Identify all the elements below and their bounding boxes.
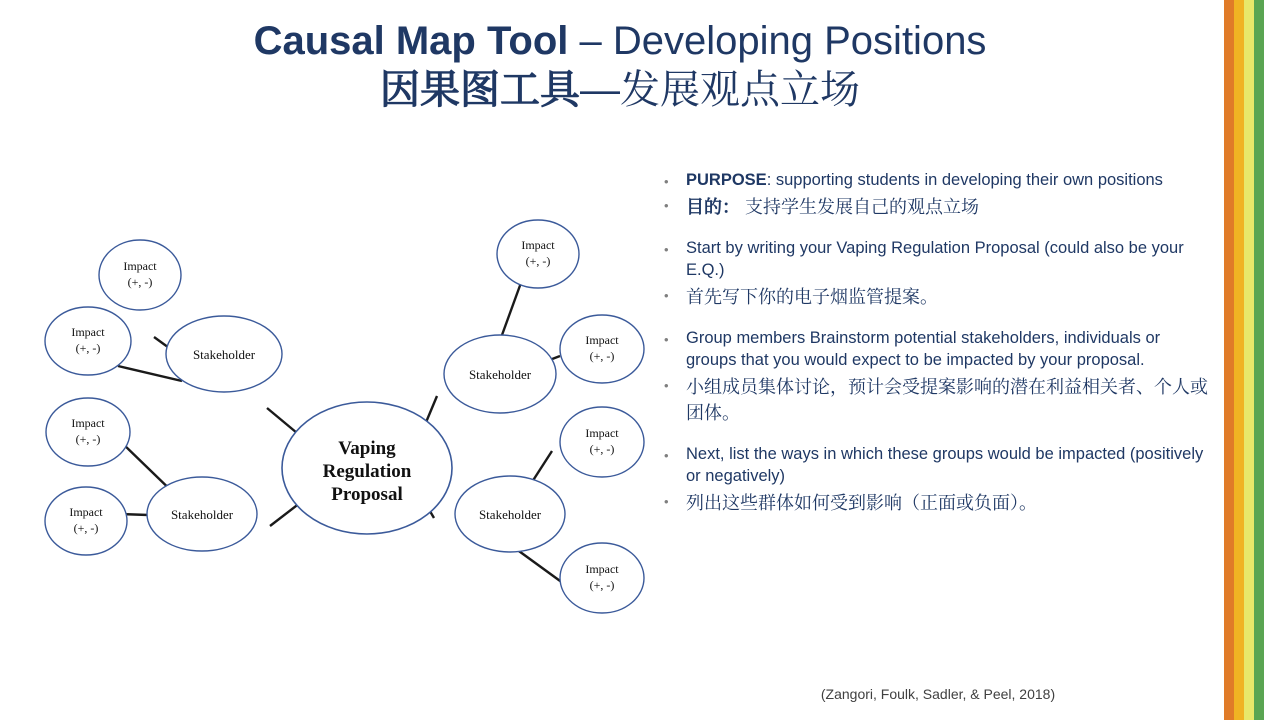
bullet-body: 小组成员集体讨论，预计会受提案影响的潜在利益相关者、个人或团体。 [686, 376, 1208, 423]
bullet-list [664, 170, 1212, 518]
bullet-marker: • [664, 242, 669, 258]
impact-node-7 [560, 407, 644, 477]
title-cn-strong-text: 因果图工具 [380, 68, 580, 113]
bullet-body: : supporting students in developing their own positions [766, 171, 1163, 189]
bullet-brainstorm-cn [664, 374, 1212, 426]
title-cn-rest-text: —发展观点立场 [580, 68, 860, 113]
impact-node-8 [560, 543, 644, 613]
bullet-marker: • [664, 377, 669, 393]
impact-label-line2: (+, -) [525, 254, 551, 268]
title-line-2 [60, 67, 1180, 114]
bullet-marker: • [664, 332, 669, 347]
bullet-next-en [664, 444, 1212, 488]
impact-label-line2: (+, -) [75, 341, 101, 355]
bullet-marker: • [664, 493, 669, 509]
impact-label-line2: (+, -) [589, 349, 615, 363]
stakeholder-node-upper-right [444, 335, 556, 413]
stakeholder-label: Stakeholder [192, 347, 256, 362]
impact-label-line1: Impact [585, 426, 619, 440]
impact-node-3 [46, 398, 130, 466]
bullet-next-cn [664, 490, 1212, 516]
impact-node-1 [99, 240, 181, 310]
impact-node-6 [560, 315, 644, 383]
bullet-marker: • [664, 174, 669, 189]
bullet-marker: • [664, 287, 669, 303]
bullet-marker: • [664, 448, 669, 464]
impact-label-line1: Impact [71, 416, 105, 430]
bullet-start-en [664, 238, 1212, 282]
citation-text: (Zangori, Foulk, Sadler, & Peel, 2018) [820, 686, 1056, 702]
impact-label-line1: Impact [521, 238, 555, 252]
bullet-lead: 目的： [686, 196, 740, 217]
impact-node-5 [497, 220, 579, 288]
stripe-amber [1234, 0, 1244, 720]
impact-label-line2: (+, -) [589, 442, 615, 456]
slide-title [60, 18, 1180, 114]
stakeholder-label: Stakeholder [478, 507, 542, 522]
title-rest-text: – Developing Positions [568, 19, 987, 63]
center-label-line2: Regulation [322, 461, 412, 482]
impact-label-line1: Impact [123, 259, 157, 273]
stripe-green [1254, 0, 1264, 720]
stakeholder-node-lower-right [455, 476, 565, 552]
impact-label-line1: Impact [585, 562, 619, 576]
impact-label-line1: Impact [585, 333, 619, 347]
bullet-marker: • [664, 197, 669, 213]
bullet-text [686, 194, 1212, 220]
stripe-yellow [1244, 0, 1254, 720]
impact-label-line2: (+, -) [75, 432, 101, 446]
stakeholder-node-upper-left [166, 316, 282, 392]
impact-label-line1: Impact [71, 325, 105, 339]
causal-map-diagram [22, 196, 662, 646]
stripe-white-margin [1264, 0, 1280, 720]
bullet-text [686, 170, 1212, 192]
title-line-1 [60, 18, 1180, 65]
bullet-body: Group members Brainstorm potential stakeholders, individuals or groups that you would expect to be impacted by your proposal. [686, 329, 1161, 369]
bullet-body: 首先写下你的电子烟监管提案。 [686, 286, 938, 307]
title-strong-text: Causal Map Tool [253, 19, 569, 63]
impact-label-line2: (+, -) [73, 521, 99, 535]
stakeholder-node-lower-left [147, 477, 257, 551]
impact-label-line2: (+, -) [589, 578, 615, 592]
bullet-lead: PURPOSE [686, 171, 767, 189]
bullet-body: 列出这些群体如何受到影响（正面或负面）。 [686, 492, 1037, 513]
impact-label-line1: Impact [69, 505, 103, 519]
bullet-body: 支持学生发展自己的观点立场 [740, 196, 979, 217]
stakeholder-label: Stakeholder [468, 367, 532, 382]
center-label-line1: Vaping [338, 438, 396, 459]
spacer [664, 312, 1212, 328]
center-node [282, 402, 452, 534]
decorative-stripes [1224, 0, 1280, 720]
spacer [664, 428, 1212, 444]
stakeholder-label: Stakeholder [170, 507, 234, 522]
impact-node-2 [45, 307, 131, 375]
bullet-body: Start by writing your Vaping Regulation Proposal (could also be your E.Q.) [686, 239, 1184, 279]
spacer [664, 222, 1212, 238]
bullet-purpose-cn [664, 194, 1212, 220]
bullet-brainstorm-en [664, 328, 1212, 372]
bullet-start-cn [664, 284, 1212, 310]
bullet-purpose-en [664, 170, 1212, 192]
bullet-body: Next, list the ways in which these groups would be impacted (positively or negatively) [686, 445, 1204, 485]
impact-label-line2: (+, -) [127, 275, 153, 289]
impact-node-4 [45, 487, 127, 555]
center-label-line3: Proposal [331, 484, 403, 505]
stripe-orange [1224, 0, 1234, 720]
